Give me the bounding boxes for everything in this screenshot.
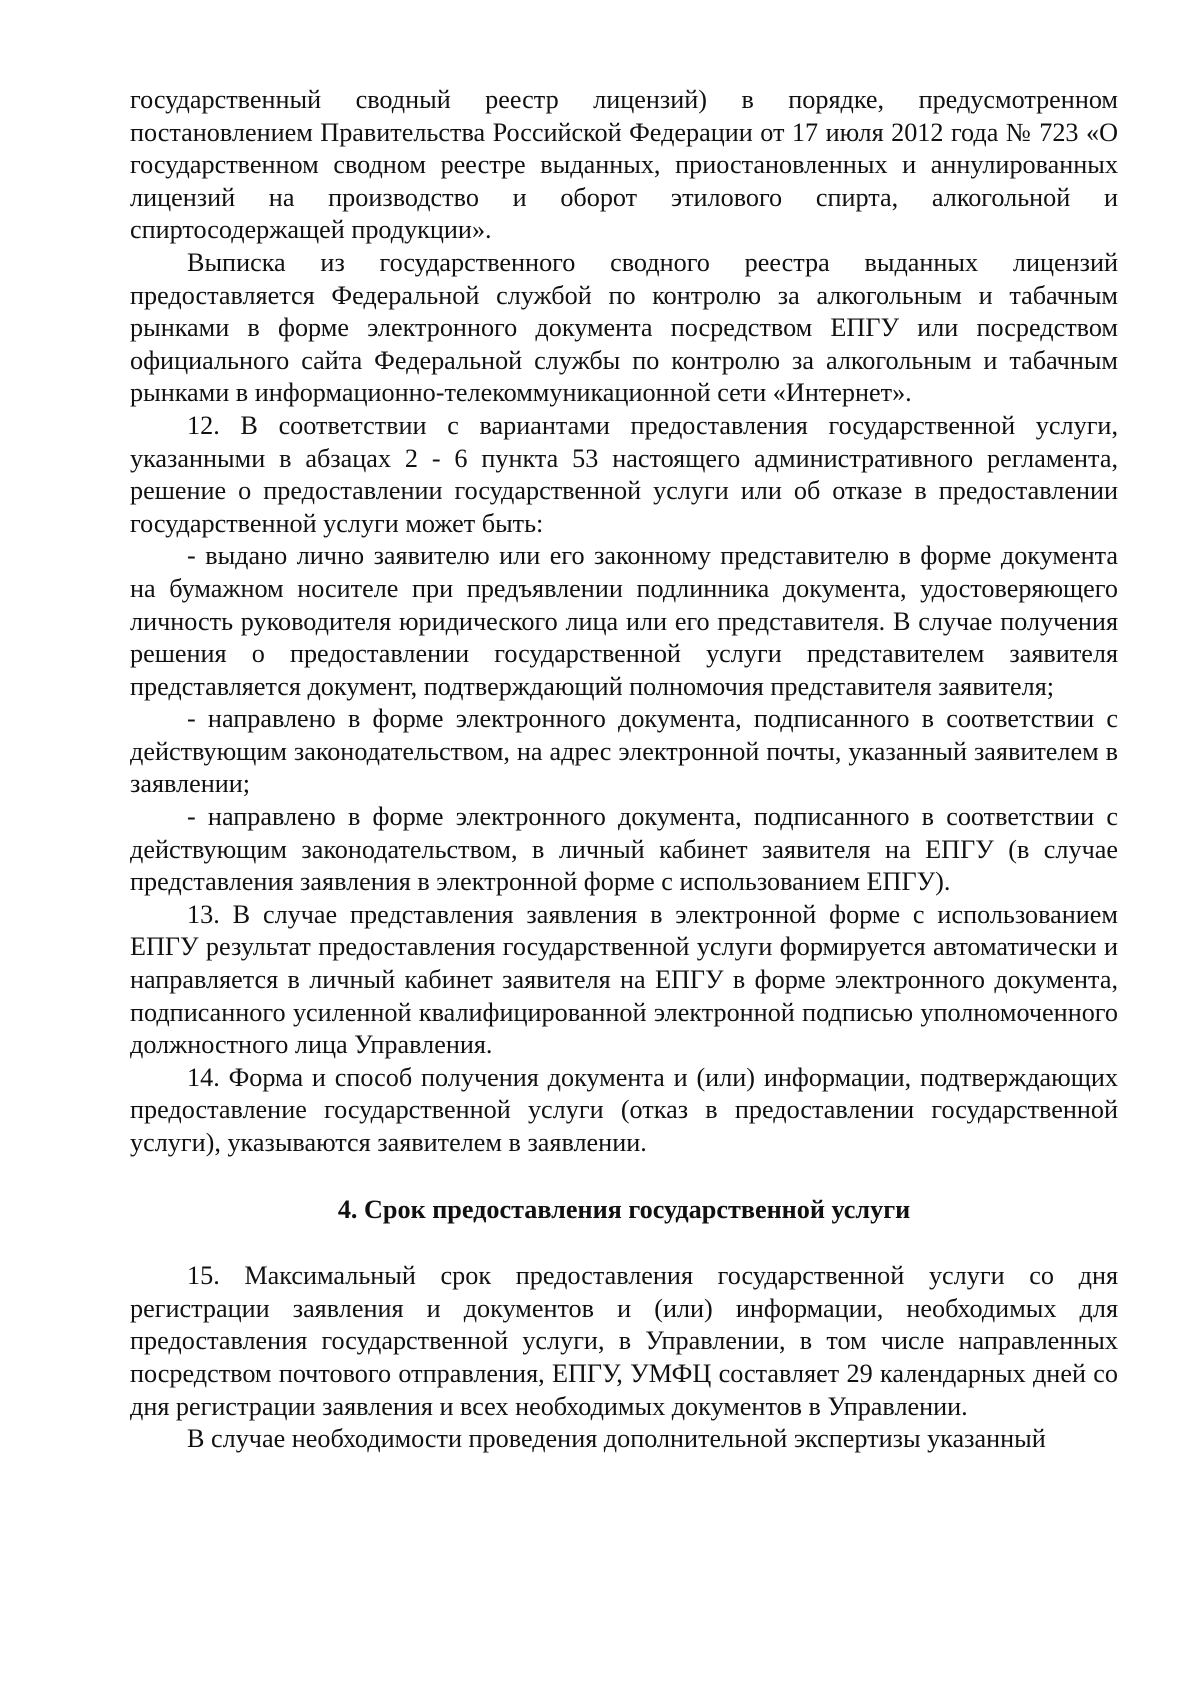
paragraph-registry-extract: Выписка из государственного сводного реестра выданных лицензий предоставляется Федеральной службой по контролю за алкогольным и табачным рынками в форме электронного документа посредством ЕПГУ или посредством официального сайта Федеральной службы по контролю за алкогольным и табачным рынками в информационно-телекоммуникационной сети «Интернет». <box>130 247 1118 408</box>
section-heading: 4. Срок предоставления государственной услуги <box>337 1194 911 1224</box>
paragraph-item-13: 13. В случае представления заявления в электронной форме с использованием ЕПГУ результат предоставления государственной услуги формируется автоматически и направляется в личный кабинет заявителя на ЕПГУ в форме электронного документа, подписанного усиленной квалифицированной электронной подписью уполномоченного должностного лица Управления. <box>130 899 1118 1060</box>
paragraph-sent-by-email: - направлено в форме электронного документа, подписанного в соответствии с действующим законодательством, на адрес электронной почты, указанный заявителем в заявлении; <box>130 704 1118 799</box>
paragraph-item-12: 12. В соответствии с вариантами предоставления государственной услуги, указанными в абзацах 2 - 6 пункта 53 настоящего административного регламента, решение о предоставлении государственной услуги или об отказе в предоставлении государственной услуги может быть: <box>130 410 1118 538</box>
paragraph-expertise: В случае необходимости проведения дополнительной экспертизы указанный <box>187 1424 1046 1454</box>
paragraph-registry-continuation: государственный сводный реестр лицензий) в порядке, предусмотренном постановлением Правительства Российской Федерации от 17 июля 2012 года № 723 «О государственном сводном реестре выданных, приостановленных и аннулированных лицензий на производство и оборот этилового спирта, алкогольной и спиртосодержащей продукции». <box>130 85 1118 245</box>
document-page <box>130 84 1118 1456</box>
paragraph-item-15: 15. Максимальный срок предоставления государственной услуги со дня регистрации заявления и документов и (или) информации, необходимых для предоставления государственной услуги, в Управлении, в том числе направленных посредством почтового отправления, ЕПГУ, УМФЦ составляет 29 календарных дней со дня регистрации заявления и всех необходимых документов в Управлении. <box>130 1261 1118 1421</box>
paragraph-issued-in-person: - выдано лично заявителю или его законному представителю в форме документа на бумажном носителе при предъявлении подлинника документа, удостоверяющего личность руководителя юридического лица или его представителя. В случае получения решения о предоставлении государственной услуги представителем заявителя представляется документ, подтверждающий полномочия представителя заявителя; <box>130 541 1118 701</box>
paragraph-item-14: 14. Форма и способ получения документа и (или) информации, подтверждающих предоставление государственной услуги (отказ в предоставлении государственной услуги), указываются заявителем в заявлении. <box>130 1062 1118 1157</box>
paragraph-sent-to-epgu-cabinet: - направлено в форме электронного документа, подписанного в соответствии с действующим законодательством, в личный кабинет заявителя на ЕПГУ (в случае представления заявления в электронной форме с использованием ЕПГУ). <box>130 802 1118 897</box>
